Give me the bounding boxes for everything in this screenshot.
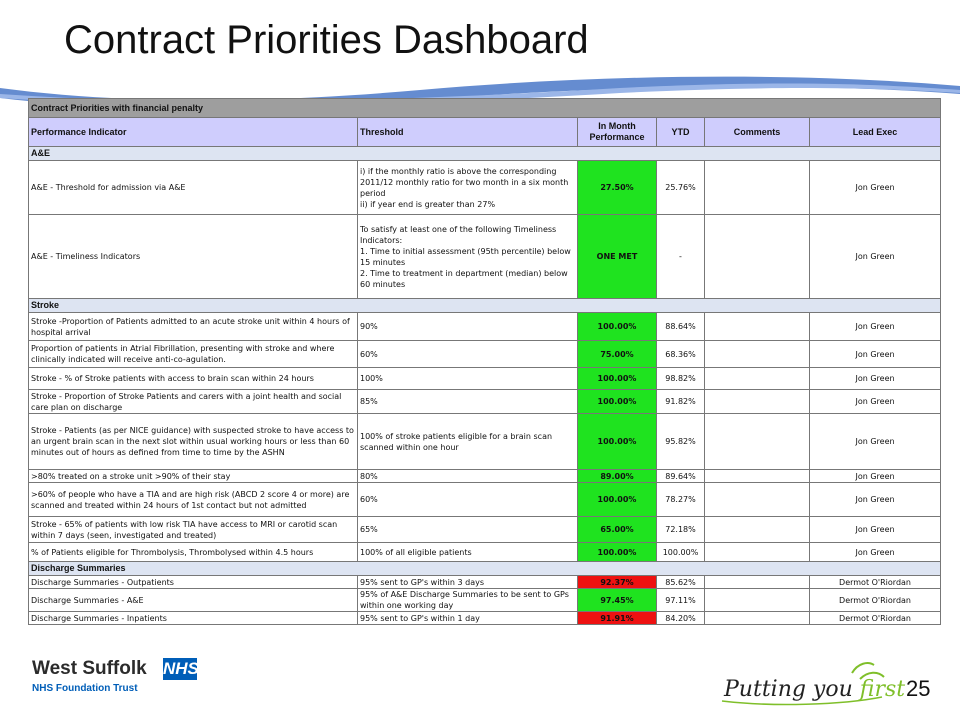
section-name: Stroke xyxy=(29,299,941,313)
table-row xyxy=(29,470,941,483)
lead-exec-cell: Jon Green xyxy=(810,161,941,215)
lead-exec-cell: Jon Green xyxy=(810,517,941,543)
ytd-cell: 68.36% xyxy=(657,341,705,368)
lead-exec-cell: Jon Green xyxy=(810,313,941,341)
lead-exec-cell: Dermot O'Riordan xyxy=(810,612,941,625)
indicator-cell: A&E - Timeliness Indicators xyxy=(29,215,358,299)
comments-cell xyxy=(705,576,810,589)
table-row xyxy=(29,483,941,517)
in-month-cell: 100.00% xyxy=(578,368,657,390)
header-comments: Comments xyxy=(705,118,810,147)
table-row xyxy=(29,543,941,562)
ytd-cell: 72.18% xyxy=(657,517,705,543)
nhs-mark: NHS xyxy=(163,659,199,678)
in-month-cell: 100.00% xyxy=(578,390,657,414)
table-row xyxy=(29,341,941,368)
threshold-cell: 100% of stroke patients eligible for a brain scan scanned within one hour xyxy=(358,414,578,470)
threshold-cell: 100% of all eligible patients xyxy=(358,543,578,562)
table-row xyxy=(29,368,941,390)
table-row xyxy=(29,390,941,414)
comments-cell xyxy=(705,161,810,215)
slogan-text xyxy=(724,677,905,702)
in-month-cell: 65.00% xyxy=(578,517,657,543)
threshold-cell: 80% xyxy=(358,470,578,483)
header-threshold: Threshold xyxy=(358,118,578,147)
threshold-cell: 95% of A&E Discharge Summaries to be sent to GPs within one working day xyxy=(358,589,578,612)
ytd-cell: 89.64% xyxy=(657,470,705,483)
ytd-cell: 100.00% xyxy=(657,543,705,562)
indicator-cell: Discharge Summaries - A&E xyxy=(29,589,358,612)
table-row xyxy=(29,589,941,612)
lead-exec-cell: Dermot O'Riordan xyxy=(810,589,941,612)
nhs-trust-logo xyxy=(32,658,202,700)
comments-cell xyxy=(705,612,810,625)
lead-exec-cell: Jon Green xyxy=(810,390,941,414)
indicator-cell: Discharge Summaries - Outpatients xyxy=(29,576,358,589)
ytd-cell: 98.82% xyxy=(657,368,705,390)
ytd-cell: 88.64% xyxy=(657,313,705,341)
slogan-logo xyxy=(702,655,906,711)
table-row xyxy=(29,576,941,589)
slogan-part-2: first xyxy=(859,677,906,702)
in-month-cell: 27.50% xyxy=(578,161,657,215)
header-lead-exec: Lead Exec xyxy=(810,118,941,147)
table-row xyxy=(29,161,941,215)
threshold-cell: 60% xyxy=(358,483,578,517)
header-in-month: In Month Performance xyxy=(578,118,657,147)
comments-cell xyxy=(705,390,810,414)
section-name: A&E xyxy=(29,147,941,161)
table-title-row xyxy=(29,99,941,118)
threshold-cell: 95% sent to GP's within 1 day xyxy=(358,612,578,625)
ytd-cell: - xyxy=(657,215,705,299)
threshold-cell: 85% xyxy=(358,390,578,414)
section-row xyxy=(29,299,941,313)
comments-cell xyxy=(705,341,810,368)
in-month-cell: ONE MET xyxy=(578,215,657,299)
comments-cell xyxy=(705,589,810,612)
in-month-cell: 100.00% xyxy=(578,483,657,517)
page-number: 25 xyxy=(906,676,931,701)
comments-cell xyxy=(705,517,810,543)
comments-cell xyxy=(705,470,810,483)
section-row xyxy=(29,562,941,576)
in-month-cell: 100.00% xyxy=(578,543,657,562)
contract-priorities-table xyxy=(28,98,941,625)
ytd-cell: 84.20% xyxy=(657,612,705,625)
table-row xyxy=(29,215,941,299)
lead-exec-cell: Jon Green xyxy=(810,414,941,470)
lead-exec-cell: Jon Green xyxy=(810,215,941,299)
ytd-cell: 25.76% xyxy=(657,161,705,215)
in-month-cell: 100.00% xyxy=(578,313,657,341)
threshold-cell: 90% xyxy=(358,313,578,341)
lead-exec-cell: Jon Green xyxy=(810,341,941,368)
comments-cell xyxy=(705,414,810,470)
page-title: Contract Priorities Dashboard xyxy=(64,18,589,62)
ytd-cell: 97.11% xyxy=(657,589,705,612)
header-indicator: Performance Indicator xyxy=(29,118,358,147)
lead-exec-cell: Jon Green xyxy=(810,483,941,517)
indicator-cell: >80% treated on a stroke unit >90% of their stay xyxy=(29,470,358,483)
indicator-cell: Stroke - % of Stroke patients with access to brain scan within 24 hours xyxy=(29,368,358,390)
ytd-cell: 91.82% xyxy=(657,390,705,414)
comments-cell xyxy=(705,483,810,517)
in-month-cell: 92.37% xyxy=(578,576,657,589)
lead-exec-cell: Jon Green xyxy=(810,368,941,390)
org-name: West Suffolk xyxy=(32,658,147,679)
comments-cell xyxy=(705,215,810,299)
header-ytd: YTD xyxy=(657,118,705,147)
indicator-cell: >60% of people who have a TIA and are high risk (ABCD 2 score 4 or more) are scanned and treated within 24 hours of 1st contact but not admitted xyxy=(29,483,358,517)
threshold-cell: 95% sent to GP's within 3 days xyxy=(358,576,578,589)
slogan-part-1: Putting you xyxy=(724,677,860,702)
indicator-cell: Stroke -Proportion of Patients admitted to an acute stroke unit within 4 hours of hospital arrival xyxy=(29,313,358,341)
in-month-cell: 97.45% xyxy=(578,589,657,612)
comments-cell xyxy=(705,543,810,562)
threshold-cell: 100% xyxy=(358,368,578,390)
threshold-cell: 65% xyxy=(358,517,578,543)
table-row xyxy=(29,313,941,341)
indicator-cell: Stroke - 65% of patients with low risk TIA have access to MRI or carotid scan within 7 days (seen, investigated and treated) xyxy=(29,517,358,543)
in-month-cell: 75.00% xyxy=(578,341,657,368)
threshold-cell: 60% xyxy=(358,341,578,368)
lead-exec-cell: Dermot O'Riordan xyxy=(810,576,941,589)
ytd-cell: 78.27% xyxy=(657,483,705,517)
section-row xyxy=(29,147,941,161)
ytd-cell: 95.82% xyxy=(657,414,705,470)
threshold-cell: To satisfy at least one of the following Timeliness Indicators: 1. Time to initial assessment (95th percentile) below 15 minutes 2. Time to treatment in department (median) below 60 minutes xyxy=(358,215,578,299)
comments-cell xyxy=(705,368,810,390)
indicator-cell: Discharge Summaries - Inpatients xyxy=(29,612,358,625)
table-row xyxy=(29,517,941,543)
in-month-cell: 100.00% xyxy=(578,414,657,470)
indicator-cell: Proportion of patients in Atrial Fibrillation, presenting with stroke and where clinically indicated will receive anti-co-agulation. xyxy=(29,341,358,368)
indicator-cell: A&E - Threshold for admission via A&E xyxy=(29,161,358,215)
table-row xyxy=(29,612,941,625)
table-title: Contract Priorities with financial penalty xyxy=(29,99,941,118)
in-month-cell: 89.00% xyxy=(578,470,657,483)
comments-cell xyxy=(705,313,810,341)
table-row xyxy=(29,414,941,470)
lead-exec-cell: Jon Green xyxy=(810,543,941,562)
org-subtitle: NHS Foundation Trust xyxy=(32,683,138,694)
ytd-cell: 85.62% xyxy=(657,576,705,589)
section-name: Discharge Summaries xyxy=(29,562,941,576)
lead-exec-cell: Jon Green xyxy=(810,470,941,483)
threshold-cell: i) if the monthly ratio is above the corresponding 2011/12 monthly ratio for two month in a six month period ii) if year end is greater than 27% xyxy=(358,161,578,215)
indicator-cell: % of Patients eligible for Thrombolysis, Thrombolysed within 4.5 hours xyxy=(29,543,358,562)
indicator-cell: Stroke - Proportion of Stroke Patients and carers with a joint health and social care plan on discharge xyxy=(29,390,358,414)
in-month-cell: 91.91% xyxy=(578,612,657,625)
indicator-cell: Stroke - Patients (as per NICE guidance) with suspected stroke to have access to an urgent brain scan in the next slot within usual working hours or less than 60 minutes out of hours as defined from time to time by the ASHN xyxy=(29,414,358,470)
header-row xyxy=(29,118,941,147)
